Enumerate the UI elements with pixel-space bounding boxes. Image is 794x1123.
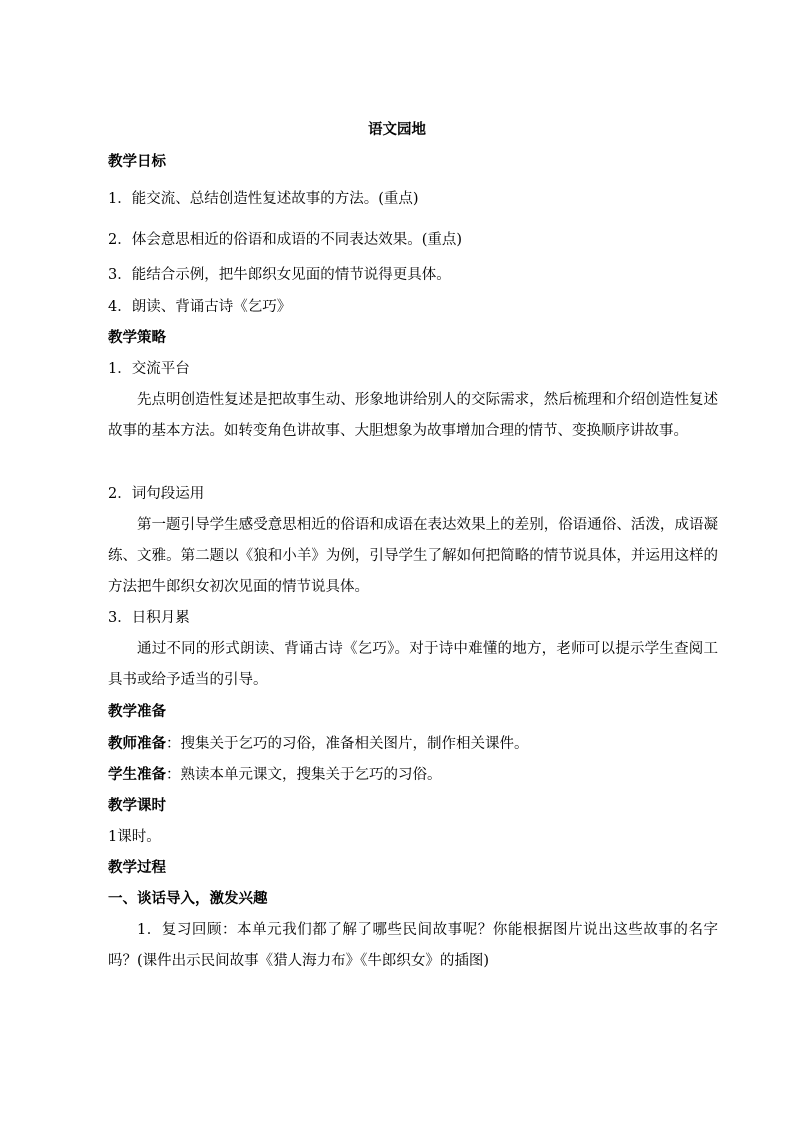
prep-heading: 教学准备 [108,703,166,720]
strategy-2-text: 第一题引导学生感受意思相近的俗语和成语在表达效果上的差别，俗语通俗、活泼，成语凝练、文雅。第二题以《狼和小羊》为例，引导学生了解如何把简略的情节说具体，并运用这样的方法把牛郎织女初次见面的情节说具体。 [108,517,718,595]
goal-item: 1．能交流、总结创造性复述故事的方法。(重点) [108,191,419,207]
student-prep [108,765,718,785]
hours-heading: 教学课时 [108,797,166,814]
teacher-prep [108,734,718,754]
process-1-heading: 一、谈话导入，激发兴趣 [108,890,268,907]
strategy-3-title: 3．日积月累 [108,610,190,626]
student-prep-text: ：熟读本单元课文，搜集关于乞巧的习俗。 [166,767,442,783]
goal-item: 2．体会意思相近的俗语和成语的不同表达效果。(重点) [108,232,463,248]
process-heading: 教学过程 [108,859,166,876]
process-1-text: 1．复习回顾：本单元我们都了解了哪些民间故事呢？你能根据图片说出这些故事的名字吗？(课件出示民间故事《猎人海力布》《牛郎织女》的插图) [108,922,718,969]
teacher-prep-text: ：搜集关于乞巧的习俗，准备相关图片，制作相关课件。 [166,736,529,752]
hours-text: 1课时。 [108,829,161,845]
student-prep-label: 学生准备 [108,766,166,783]
goals-heading: 教学日标 [108,153,166,170]
strategy-2-title: 2．词句段运用 [108,486,205,502]
goal-item: 3．能结合示例，把牛郎织女见面的情节说得更具体。 [108,267,451,283]
strategy-3-text: 通过不同的形式朗读、背诵古诗《乞巧》。对于诗中难懂的地方，老师可以提示学生查阅工具书或给予适当的引导。 [108,641,718,688]
goal-item: 4．朗读、背诵古诗《乞巧》 [108,299,292,315]
strategy-heading: 教学策略 [108,329,166,346]
teacher-prep-label: 教师准备 [108,735,166,752]
strategy-1-text: 先点明创造性复述是把故事生动、形象地讲给别人的交际需求，然后梳理和介绍创造性复述故事的基本方法。如转变角色讲故事、大胆想象为故事增加合理的情节、变换顺序讲故事。 [108,392,718,439]
document-title: 语文园地 [368,121,426,138]
strategy-1-title: 1．交流平台 [108,361,190,377]
